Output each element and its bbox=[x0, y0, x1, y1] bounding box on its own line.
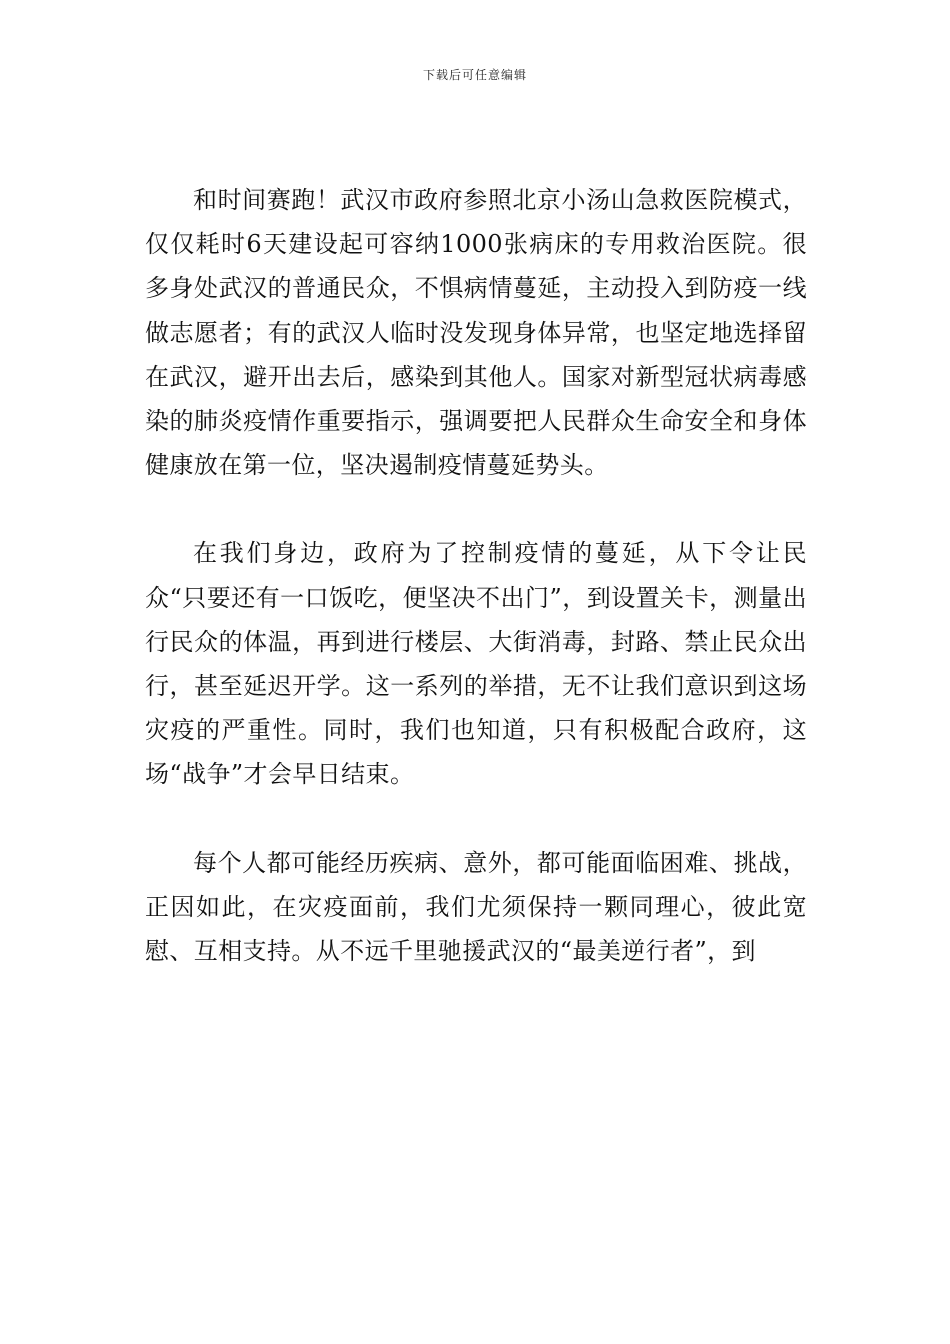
document-body bbox=[145, 178, 807, 973]
paragraph-3: 每个人都可能经历疾病、意外，都可能面临困难、挑战，正因如此，在灾疫面前，我们尤须保持一颗同理心，彼此宽慰、互相支持。从不远千里驰援武汉的“最美逆行者”，到 bbox=[145, 848, 807, 966]
paragraph-1: 和时间赛跑！武汉市政府参照北京小汤山急救医院模式，仅仅耗时6天建设起可容纳1000张病床的专用救治医院。很多身处武汉的普通民众，不惧病情蔓延，主动投入到防疫一线做志愿者；有的武汉人临时没发现身体异常，也坚定地选择留在武汉，避开出去后，感染到其他人。国家对新型冠状病毒感染的肺炎疫情作重要指示，强调要把人民群众生命安全和身体健康放在第一位，坚决遏制疫情蔓延势头。 bbox=[145, 186, 807, 480]
page-header: 下载后可任意编辑 bbox=[422, 68, 527, 82]
paragraph-2: 在我们身边，政府为了控制疫情的蔓延，从下令让民众“只要还有一口饭吃，便坚决不出门”，到设置关卡，测量出行民众的体温，再到进行楼层、大街消毒，封路、禁止民众出行，甚至延迟开学。这一系列的举措，无不让我们意识到这场灾疫的严重性。同时，我们也知道，只有积极配合政府，这场“战争”才会早日结束。 bbox=[145, 539, 807, 789]
